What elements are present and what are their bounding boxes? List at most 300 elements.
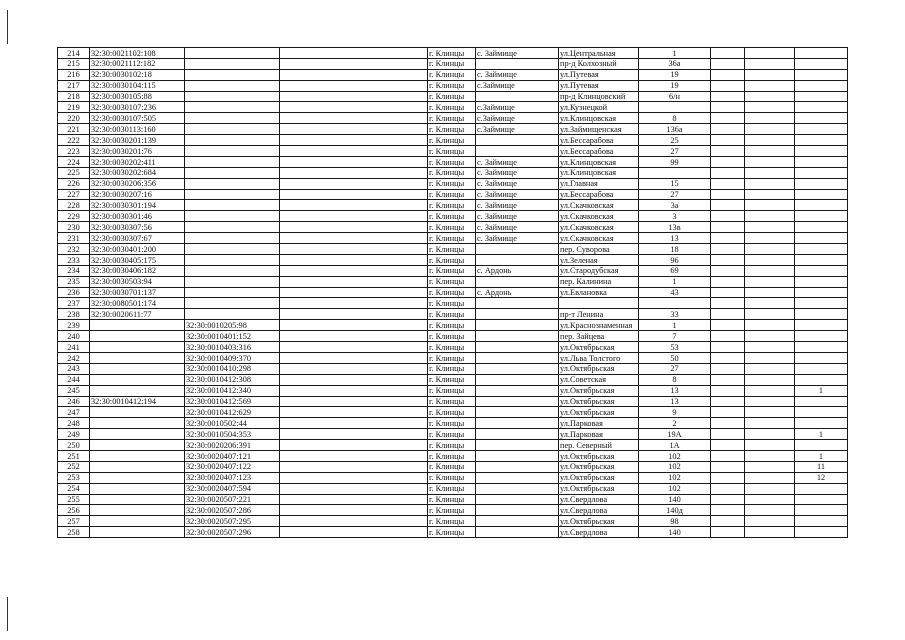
cadastral-number-2-cell: 32:30:0020507:296 <box>185 527 280 538</box>
apartment-cell <box>795 483 848 494</box>
settlement-cell: с.Займище <box>476 80 559 91</box>
settlement-cell: с. Займище <box>476 211 559 222</box>
house-number-cell: 15 <box>639 178 711 189</box>
apartment-cell <box>795 418 848 429</box>
empty-cell <box>280 472 428 483</box>
extra-cell-1 <box>711 58 745 69</box>
house-number-cell: 19 <box>639 69 711 80</box>
table-row <box>58 69 848 80</box>
house-number-cell: 13в <box>639 222 711 233</box>
settlement-cell <box>476 135 559 146</box>
cadastral-number-cell <box>90 385 185 396</box>
row-number-cell: 237 <box>58 298 90 309</box>
street-cell: ул.Парковая <box>559 429 639 440</box>
city-cell: г. Клинцы <box>428 472 476 483</box>
extra-cell-1 <box>711 233 745 244</box>
apartment-cell <box>795 287 848 298</box>
apartment-cell <box>795 309 848 320</box>
row-number-cell: 230 <box>58 222 90 233</box>
cadastral-number-cell <box>90 494 185 505</box>
cadastral-number-2-cell <box>185 124 280 135</box>
extra-cell-2 <box>745 58 795 69</box>
apartment-cell <box>795 298 848 309</box>
extra-cell-1 <box>711 309 745 320</box>
city-cell: г. Клинцы <box>428 233 476 244</box>
apartment-cell <box>795 505 848 516</box>
empty-cell <box>280 494 428 505</box>
row-number-cell: 235 <box>58 276 90 287</box>
street-cell: ул.Октябрьская <box>559 483 639 494</box>
extra-cell-2 <box>745 156 795 167</box>
settlement-cell <box>476 461 559 472</box>
street-cell: пер. Северный <box>559 440 639 451</box>
apartment-cell <box>795 265 848 276</box>
city-cell: г. Клинцы <box>428 58 476 69</box>
house-number-cell: 102 <box>639 450 711 461</box>
cadastral-number-cell <box>90 407 185 418</box>
cadastral-number-2-cell: 32:30:0010412:629 <box>185 407 280 418</box>
cadastral-number-cell: 32:30:0030307:56 <box>90 222 185 233</box>
extra-cell-1 <box>711 342 745 353</box>
table-row <box>58 374 848 385</box>
street-cell <box>559 298 639 309</box>
extra-cell-1 <box>711 80 745 91</box>
table-row <box>58 222 848 233</box>
cadastral-number-2-cell <box>185 113 280 124</box>
cadastral-number-cell <box>90 429 185 440</box>
house-number-cell: 96 <box>639 254 711 265</box>
scan-edge-mark-top <box>7 10 8 44</box>
city-cell: г. Клинцы <box>428 135 476 146</box>
settlement-cell <box>476 450 559 461</box>
apartment-cell <box>795 58 848 69</box>
row-number-cell: 254 <box>58 483 90 494</box>
extra-cell-2 <box>745 505 795 516</box>
city-cell: г. Клинцы <box>428 48 476 59</box>
apartment-cell <box>795 233 848 244</box>
empty-cell <box>280 516 428 527</box>
empty-cell <box>280 113 428 124</box>
cadastral-number-cell: 32:30:0030503:94 <box>90 276 185 287</box>
cadastral-number-cell <box>90 450 185 461</box>
city-cell: г. Клинцы <box>428 320 476 331</box>
apartment-cell <box>795 254 848 265</box>
city-cell: г. Клинцы <box>428 102 476 113</box>
cadastral-number-cell: 32:30:0030113:160 <box>90 124 185 135</box>
cadastral-number-cell: 32:30:0030102:18 <box>90 69 185 80</box>
settlement-cell <box>476 309 559 320</box>
street-cell: ул.Октябрьская <box>559 472 639 483</box>
cadastral-number-cell <box>90 352 185 363</box>
house-number-cell: 50 <box>639 352 711 363</box>
cadastral-number-cell: 32:30:0030201:76 <box>90 146 185 157</box>
city-cell: г. Клинцы <box>428 178 476 189</box>
row-number-cell: 241 <box>58 342 90 353</box>
cadastral-number-2-cell: 32:30:0020407:122 <box>185 461 280 472</box>
extra-cell-2 <box>745 146 795 157</box>
table-row <box>58 287 848 298</box>
cadastral-number-2-cell <box>185 146 280 157</box>
empty-cell <box>280 331 428 342</box>
apartment-cell: 1 <box>795 429 848 440</box>
street-cell: ул.Клинцовская <box>559 113 639 124</box>
cadastral-number-2-cell <box>185 211 280 222</box>
street-cell: ул.Октябрьская <box>559 461 639 472</box>
street-cell: ул.Льва Толстого <box>559 352 639 363</box>
settlement-cell <box>476 440 559 451</box>
settlement-cell: с. Займище <box>476 156 559 167</box>
row-number-cell: 239 <box>58 320 90 331</box>
settlement-cell <box>476 527 559 538</box>
extra-cell-1 <box>711 244 745 255</box>
city-cell: г. Клинцы <box>428 418 476 429</box>
apartment-cell <box>795 494 848 505</box>
cadastral-number-2-cell <box>185 189 280 200</box>
city-cell: г. Клинцы <box>428 494 476 505</box>
extra-cell-1 <box>711 200 745 211</box>
table-row <box>58 407 848 418</box>
extra-cell-1 <box>711 48 745 59</box>
apartment-cell <box>795 167 848 178</box>
cadastral-number-cell <box>90 472 185 483</box>
settlement-cell: с.Займище <box>476 124 559 135</box>
cadastral-number-2-cell <box>185 135 280 146</box>
house-number-cell: 3а <box>639 200 711 211</box>
table-row <box>58 167 848 178</box>
street-cell: ул.Октябрьская <box>559 450 639 461</box>
extra-cell-2 <box>745 374 795 385</box>
extra-cell-1 <box>711 494 745 505</box>
extra-cell-1 <box>711 440 745 451</box>
cadastral-number-2-cell <box>185 48 280 59</box>
row-number-cell: 249 <box>58 429 90 440</box>
settlement-cell: с. Займище <box>476 233 559 244</box>
table-row <box>58 320 848 331</box>
street-cell: пр-т Ленина <box>559 309 639 320</box>
empty-cell <box>280 461 428 472</box>
house-number-cell: 8 <box>639 113 711 124</box>
extra-cell-2 <box>745 287 795 298</box>
city-cell: г. Клинцы <box>428 80 476 91</box>
extra-cell-2 <box>745 135 795 146</box>
cadastral-number-cell <box>90 320 185 331</box>
settlement-cell <box>476 516 559 527</box>
apartment-cell: 1 <box>795 450 848 461</box>
extra-cell-1 <box>711 472 745 483</box>
extra-cell-1 <box>711 178 745 189</box>
cadastral-number-2-cell: 32:30:0020507:221 <box>185 494 280 505</box>
extra-cell-2 <box>745 418 795 429</box>
street-cell: ул.Октябрьская <box>559 363 639 374</box>
row-number-cell: 242 <box>58 352 90 363</box>
cadastral-number-cell <box>90 418 185 429</box>
apartment-cell <box>795 102 848 113</box>
extra-cell-2 <box>745 309 795 320</box>
house-number-cell: 18 <box>639 244 711 255</box>
cadastral-number-cell: 32:30:0030406:182 <box>90 265 185 276</box>
table-row <box>58 505 848 516</box>
city-cell: г. Клинцы <box>428 200 476 211</box>
house-number-cell: 1 <box>639 48 711 59</box>
table-row <box>58 418 848 429</box>
empty-cell <box>280 265 428 276</box>
cadastral-number-cell <box>90 483 185 494</box>
table-row <box>58 309 848 320</box>
street-cell: ул.Скачковская <box>559 211 639 222</box>
table-row <box>58 450 848 461</box>
street-cell: пр-д Клинцовский <box>559 91 639 102</box>
table-row <box>58 265 848 276</box>
house-number-cell: 102 <box>639 472 711 483</box>
extra-cell-2 <box>745 320 795 331</box>
extra-cell-2 <box>745 124 795 135</box>
settlement-cell <box>476 385 559 396</box>
row-number-cell: 220 <box>58 113 90 124</box>
house-number-cell: 8 <box>639 374 711 385</box>
cadastral-number-2-cell <box>185 276 280 287</box>
street-cell: ул.Центральная <box>559 48 639 59</box>
table-row <box>58 113 848 124</box>
extra-cell-2 <box>745 167 795 178</box>
street-cell: пр-д Колхозный <box>559 58 639 69</box>
house-number-cell: 140д <box>639 505 711 516</box>
city-cell: г. Клинцы <box>428 385 476 396</box>
table-row <box>58 494 848 505</box>
street-cell: ул.Путевая <box>559 80 639 91</box>
apartment-cell <box>795 342 848 353</box>
settlement-cell <box>476 331 559 342</box>
apartment-cell <box>795 527 848 538</box>
empty-cell <box>280 233 428 244</box>
cadastral-number-2-cell <box>185 178 280 189</box>
cadastral-number-cell: 32:30:0021102:108 <box>90 48 185 59</box>
cadastral-number-cell: 32:30:0030105:88 <box>90 91 185 102</box>
extra-cell-2 <box>745 254 795 265</box>
cadastral-number-cell: 32:30:0030301:46 <box>90 211 185 222</box>
apartment-cell: 12 <box>795 472 848 483</box>
settlement-cell: с. Займище <box>476 222 559 233</box>
cadastral-number-cell: 32:30:0030307:67 <box>90 233 185 244</box>
empty-cell <box>280 58 428 69</box>
table-row <box>58 461 848 472</box>
city-cell: г. Клинцы <box>428 156 476 167</box>
empty-cell <box>280 429 428 440</box>
settlement-cell: с. Ардонь <box>476 265 559 276</box>
house-number-cell: 27 <box>639 189 711 200</box>
settlement-cell <box>476 505 559 516</box>
extra-cell-1 <box>711 418 745 429</box>
apartment-cell <box>795 48 848 59</box>
city-cell: г. Клинцы <box>428 167 476 178</box>
street-cell: ул.Клинцовская <box>559 156 639 167</box>
extra-cell-1 <box>711 102 745 113</box>
empty-cell <box>280 135 428 146</box>
cadastral-number-cell <box>90 363 185 374</box>
extra-cell-2 <box>745 363 795 374</box>
extra-cell-2 <box>745 429 795 440</box>
extra-cell-1 <box>711 461 745 472</box>
city-cell: г. Клинцы <box>428 298 476 309</box>
city-cell: г. Клинцы <box>428 91 476 102</box>
table-row <box>58 385 848 396</box>
cadastral-number-2-cell <box>185 167 280 178</box>
row-number-cell: 246 <box>58 396 90 407</box>
extra-cell-1 <box>711 91 745 102</box>
city-cell: г. Клинцы <box>428 516 476 527</box>
settlement-cell <box>476 254 559 265</box>
extra-cell-1 <box>711 483 745 494</box>
row-number-cell: 228 <box>58 200 90 211</box>
house-number-cell: 1А <box>639 440 711 451</box>
settlement-cell <box>476 472 559 483</box>
extra-cell-1 <box>711 156 745 167</box>
table-row <box>58 200 848 211</box>
city-cell: г. Клинцы <box>428 211 476 222</box>
empty-cell <box>280 124 428 135</box>
extra-cell-1 <box>711 505 745 516</box>
street-cell: ул.Краснознаменная <box>559 320 639 331</box>
settlement-cell <box>476 483 559 494</box>
cadastral-number-2-cell: 32:30:0010401:152 <box>185 331 280 342</box>
extra-cell-1 <box>711 516 745 527</box>
city-cell: г. Клинцы <box>428 146 476 157</box>
street-cell: ул.Займищенская <box>559 124 639 135</box>
apartment-cell <box>795 440 848 451</box>
settlement-cell <box>476 352 559 363</box>
cadastral-number-cell <box>90 527 185 538</box>
empty-cell <box>280 407 428 418</box>
row-number-cell: 233 <box>58 254 90 265</box>
row-number-cell: 214 <box>58 48 90 59</box>
house-number-cell: 2 <box>639 418 711 429</box>
apartment-cell <box>795 135 848 146</box>
cadastral-number-2-cell <box>185 265 280 276</box>
empty-cell <box>280 374 428 385</box>
extra-cell-2 <box>745 342 795 353</box>
cadastral-number-cell: 32:30:0030107:505 <box>90 113 185 124</box>
city-cell: г. Клинцы <box>428 309 476 320</box>
cadastral-number-2-cell: 32:30:0020407:121 <box>185 450 280 461</box>
row-number-cell: 219 <box>58 102 90 113</box>
extra-cell-1 <box>711 69 745 80</box>
city-cell: г. Клинцы <box>428 276 476 287</box>
street-cell: ул.Октябрьская <box>559 385 639 396</box>
city-cell: г. Клинцы <box>428 124 476 135</box>
cadastral-number-2-cell: 32:30:0010502:44 <box>185 418 280 429</box>
settlement-cell: с. Займище <box>476 48 559 59</box>
apartment-cell: 1 <box>795 385 848 396</box>
city-cell: г. Клинцы <box>428 222 476 233</box>
row-number-cell: 217 <box>58 80 90 91</box>
cadastral-number-cell <box>90 342 185 353</box>
house-number-cell: 69 <box>639 265 711 276</box>
extra-cell-2 <box>745 483 795 494</box>
cadastral-number-cell <box>90 331 185 342</box>
extra-cell-1 <box>711 167 745 178</box>
house-number-cell: 33 <box>639 309 711 320</box>
row-number-cell: 257 <box>58 516 90 527</box>
street-cell: ул.Свердлова <box>559 527 639 538</box>
table-row <box>58 516 848 527</box>
house-number-cell <box>639 167 711 178</box>
table-row <box>58 189 848 200</box>
cadastral-number-2-cell <box>185 298 280 309</box>
row-number-cell: 232 <box>58 244 90 255</box>
cadastral-number-cell <box>90 374 185 385</box>
cadastral-number-2-cell: 32:30:0010403:316 <box>185 342 280 353</box>
table-row <box>58 396 848 407</box>
empty-cell <box>280 418 428 429</box>
row-number-cell: 234 <box>58 265 90 276</box>
apartment-cell <box>795 407 848 418</box>
empty-cell <box>280 505 428 516</box>
empty-cell <box>280 69 428 80</box>
settlement-cell <box>476 320 559 331</box>
cadastral-number-2-cell: 32:30:0010412:569 <box>185 396 280 407</box>
table-row <box>58 342 848 353</box>
extra-cell-1 <box>711 429 745 440</box>
settlement-cell <box>476 146 559 157</box>
extra-cell-1 <box>711 265 745 276</box>
apartment-cell: 11 <box>795 461 848 472</box>
settlement-cell <box>476 418 559 429</box>
house-number-cell: 27 <box>639 363 711 374</box>
settlement-cell: с. Займище <box>476 200 559 211</box>
cadastral-number-2-cell <box>185 254 280 265</box>
apartment-cell <box>795 124 848 135</box>
house-number-cell: 9 <box>639 407 711 418</box>
cadastral-number-2-cell: 32:30:0010409:370 <box>185 352 280 363</box>
apartment-cell <box>795 211 848 222</box>
empty-cell <box>280 244 428 255</box>
cadastral-number-2-cell <box>185 156 280 167</box>
extra-cell-2 <box>745 233 795 244</box>
city-cell: г. Клинцы <box>428 483 476 494</box>
extra-cell-2 <box>745 222 795 233</box>
city-cell: г. Клинцы <box>428 461 476 472</box>
table-row <box>58 48 848 59</box>
empty-cell <box>280 440 428 451</box>
empty-cell <box>280 276 428 287</box>
cadastral-number-cell: 32:30:0030104:115 <box>90 80 185 91</box>
settlement-cell: с.Займище <box>476 102 559 113</box>
house-number-cell: 43 <box>639 287 711 298</box>
cadastral-number-cell <box>90 516 185 527</box>
row-number-cell: 216 <box>58 69 90 80</box>
table-row <box>58 58 848 69</box>
extra-cell-2 <box>745 527 795 538</box>
empty-cell <box>280 483 428 494</box>
extra-cell-2 <box>745 200 795 211</box>
empty-cell <box>280 527 428 538</box>
cadastral-number-2-cell <box>185 233 280 244</box>
city-cell: г. Клинцы <box>428 407 476 418</box>
table-row <box>58 102 848 113</box>
settlement-cell <box>476 342 559 353</box>
row-number-cell: 223 <box>58 146 90 157</box>
street-cell: ул.Клинцовская <box>559 167 639 178</box>
extra-cell-2 <box>745 352 795 363</box>
row-number-cell: 253 <box>58 472 90 483</box>
cadastral-number-2-cell: 32:30:0020206:391 <box>185 440 280 451</box>
apartment-cell <box>795 69 848 80</box>
street-cell: ул.Бессарабова <box>559 146 639 157</box>
empty-cell <box>280 91 428 102</box>
row-number-cell: 226 <box>58 178 90 189</box>
apartment-cell <box>795 374 848 385</box>
row-number-cell: 215 <box>58 58 90 69</box>
row-number-cell: 227 <box>58 189 90 200</box>
